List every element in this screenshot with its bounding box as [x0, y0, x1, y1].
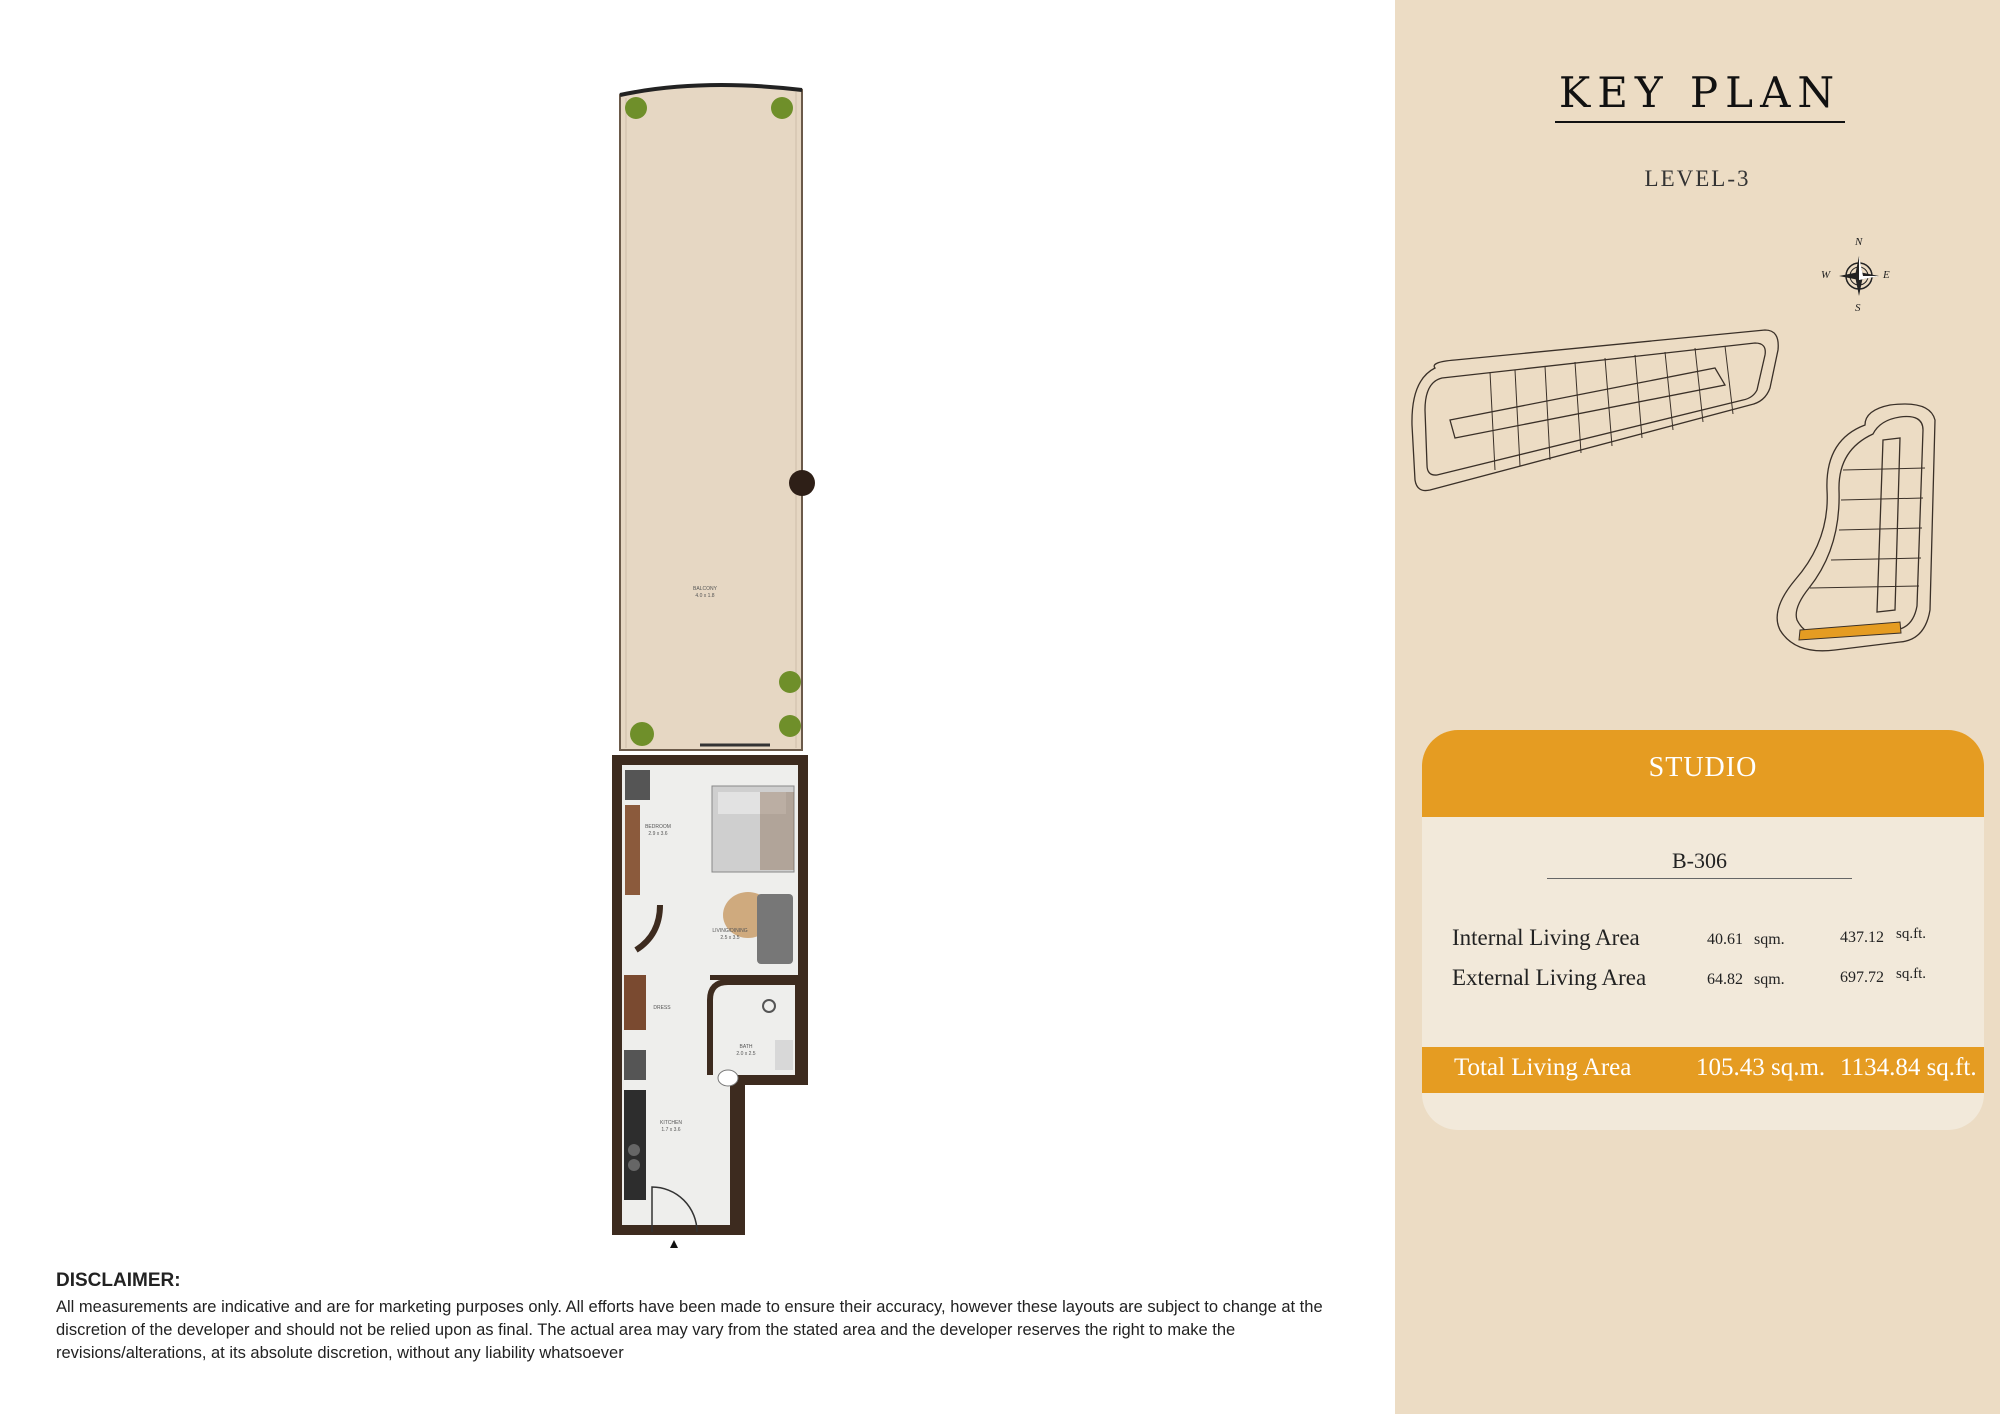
compass-north-label: N: [1855, 236, 1863, 248]
area-sqm-unit: sqm.: [1754, 931, 1785, 948]
area-sqft-value: 697.72: [1840, 969, 1884, 986]
disclaimer-title: DISCLAIMER:: [56, 1270, 181, 1291]
total-area-label: Total Living Area: [1454, 1054, 1632, 1081]
compass-icon: [1821, 236, 1890, 316]
area-sqft-value: 437.12: [1840, 929, 1884, 946]
key-plan-panel: [1395, 0, 2000, 1414]
internal-area-row: [1422, 925, 1984, 955]
room-label-balcony: BALCONY: [693, 586, 717, 592]
room-size-kitchen: 1.7 x 3.6: [661, 1127, 681, 1133]
room-size-bedroom: 2.9 x 3.6: [648, 831, 668, 837]
area-label: External Living Area: [1452, 965, 1647, 990]
room-size-living: 2.5 x 3.5: [720, 935, 740, 941]
compass-east-label: E: [1883, 269, 1890, 281]
area-sqm-value: 40.61: [1707, 931, 1743, 948]
unit-number: B-306: [1547, 848, 1852, 879]
room-label-living: LIVING/DINING: [712, 928, 748, 934]
kitchen-counter: [624, 1090, 646, 1200]
area-label: Internal Living Area: [1452, 925, 1640, 950]
disclaimer: [56, 1270, 1356, 1365]
area-sqft-unit: sq.ft.: [1896, 966, 1926, 982]
total-area-sqft: 1134.84 sq.ft.: [1840, 1054, 1977, 1081]
compass-south-label: S: [1855, 302, 1861, 314]
room-label-bath: BATH: [739, 1044, 753, 1050]
column-icon: [789, 470, 815, 496]
key-plan-title: KEY PLAN: [1555, 68, 1845, 123]
area-sqm-unit: sqm.: [1754, 971, 1785, 988]
room-label-dress: DRESS: [653, 1005, 671, 1011]
external-area-row: [1422, 965, 1984, 995]
building-b-block: [1777, 404, 1935, 651]
room-size-bath: 2.0 x 2.5: [736, 1051, 756, 1057]
disclaimer-text: All measurements are indicative and are for marketing purposes only. All efforts have been made to ensure their accuracy, however these layouts are subject to change at the discretion of the developer and should not be relied upon as final. The actual area may vary from the stated area and the developer reserves the right to make the revisions/alterations, at its absolute discretion, without any liability whatsoever: [56, 1298, 1323, 1362]
room-size-balcony: 4.0 x 1.8: [695, 593, 715, 599]
level-label: LEVEL-3: [1644, 166, 1751, 191]
room-label-bedroom: BEDROOM: [645, 824, 671, 830]
balcony: [620, 85, 802, 750]
compass-west-label: W: [1821, 269, 1831, 281]
site-plan-map: [1395, 310, 2000, 710]
building-a-block: [1412, 330, 1778, 491]
unit-summary-card: [1422, 730, 1984, 1130]
unit-type: STUDIO: [1422, 730, 1984, 817]
unit-b306-highlight: [1799, 622, 1901, 640]
bedroom-bed: [712, 786, 794, 872]
total-area-sqm: 105.43 sq.m.: [1696, 1054, 1826, 1081]
area-sqm-value: 64.82: [1707, 971, 1743, 988]
area-sqft-unit: sq.ft.: [1896, 926, 1926, 942]
total-area-bar: [1422, 1047, 1984, 1093]
dress-shelves: [624, 975, 646, 1080]
room-label-kitchen: KITCHEN: [660, 1120, 682, 1126]
entrance-icon: [670, 1240, 678, 1248]
